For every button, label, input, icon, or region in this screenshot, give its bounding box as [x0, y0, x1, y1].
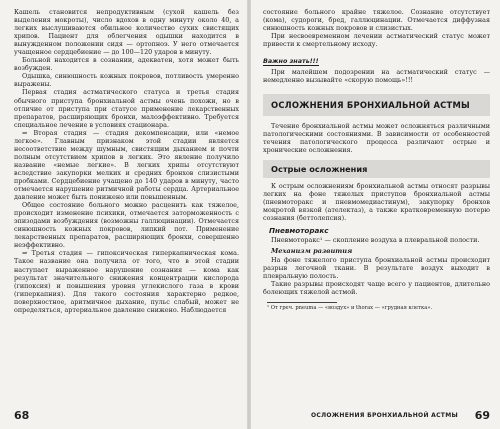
paragraph: состояние больного крайне тяжелое. Сознание отсутствует (кома), судороги, бред, галлюцинации. Отмечается диффузная синюшность кожных покровов и слизистых. [263, 8, 490, 33]
running-head: ОСЛОЖНЕНИЯ БРОНХИАЛЬНОЙ АСТМЫ [310, 412, 458, 419]
page-number: 68 [14, 409, 30, 422]
paragraph: Такие разрывы происходят чаще всего у пациентов, длительно болеющих тяжелой астмой. [263, 279, 490, 296]
left-text-column [14, 8, 239, 314]
paragraph: Кашель становится непродуктивным (сухой кашель без выделения мокроты), число вдохов в одну минуту около 40, а легких выслушиваются обильное количество сухих свистящих хрипов. Пациент для облегчения одышки находится в вынужденном положении сидя — ортопноэ. У него отмечается учащенное сердцебиение — до 100—120 ударов в минуту. [14, 8, 239, 57]
paragraph: При несвоевременном лечении астматический статус может привести к смертельному исходу. [263, 32, 490, 49]
right-page [251, 0, 500, 429]
paragraph: Одышка, синюшность кожных покровов, потливость умеренно выражены. [14, 72, 239, 89]
chapter-title: ОСЛОЖНЕНИЯ БРОНХИАЛЬНОЙ АСТМЫ [263, 94, 490, 116]
right-text-column [263, 8, 490, 312]
paragraph: Больной находится в сознании, адекватен, хотя может быть возбужден. [14, 56, 239, 73]
important-label: Важно знать!!! [263, 57, 319, 66]
stage-two-paragraph: ⇒ Вторая стадия — стадия декомпенсации, или «немое легкое». Главным признаком этой стадии является несоответствие между шумным, свистящим дыханием и почти полным отсутствием хрипов в легких. Это явление получило название «немые легкие». В легких хрипы отсутствуют вследствие закупорки мелких и средних бронхов слизистыми пробками. Сердцебиение учащено до 140 ударов в минуту, часто отмечается нарушение ритмичной работы сердца. Артериальное давление может быть понижено или повышенным. [14, 128, 239, 202]
section-paragraph: К острым осложнениям бронхиальной астмы относят разрывы легких на фоне тяжелых приступов бронхиальной астмы (пневмоторакс и пневмомедиастинум), закупорку бронхов мокротой вязкой (ателектаз), а также кратковременную потерю сознания (беттолепсия). [263, 181, 490, 222]
paragraph: Общее состояние больного можно расценить как тяжелое, происходит изменение психики, отмечается заторможенность с эпизодами возбуждения (возможны галлюцинации). Отмечается синюшность кожных покровов, липкий пот. Применение лекарственных препаратов, расширяющих бронхи, совершенно неэффективно. [14, 201, 239, 250]
footnote: ¹ От греч. pneuma — «воздух» и thorax — «грудная клетка». [267, 305, 433, 312]
left-page [0, 0, 247, 429]
chapter-intro-paragraph: Течение бронхиальной астмы может осложняться различными патологическими состояниями. В зависимости от особенностей течения патологического процесса различают острые и хронические осложнения. [263, 122, 490, 155]
paragraph: Первая стадия астматического статуса и третья стадия обычного приступа бронхиальной астмы очень похожи, но в отличие от приступа при статусе применение лекарственных препаратов, расширяющих бронхи, малоэффективно. Требуется специальное лечение в условиях стационара. [14, 88, 239, 129]
page-number: 69 [474, 409, 490, 422]
subsection-title: Пневмоторакс [269, 225, 329, 235]
definition-paragraph: Пневмоторакс¹ — скопление воздуха в плевральной полости. [271, 235, 480, 244]
footnote-divider [267, 302, 337, 303]
mechanism-title: Механизм развития [271, 246, 353, 255]
paragraph: На фоне тяжелого приступа бронхиальной астмы происходит разрыв легочной ткани. В результате воздух выходит в плевральную полость. [263, 255, 490, 280]
section-title: Острые осложнения [263, 160, 490, 178]
important-paragraph: При малейшем подозрении на астматический статус — немедленно вызывайте «скорую помощь»!!! [263, 68, 490, 85]
stage-three-paragraph: ⇒ Третья стадия — гипоксическая гиперкапническая кома. Такое название она получила от того, что в этой стадии наступает выраженное нарушение сознания — кома как результат значительного снижения концентрации кислорода (гипоксия) и повышения уровня углекислого газа в крови (гиперкапния). Для такого состояния характерно редкое, поверхностное, аритмичное дыхание, пульс слабый, может не определяться, артериальное давление снижено. Наблюдается [14, 249, 239, 314]
